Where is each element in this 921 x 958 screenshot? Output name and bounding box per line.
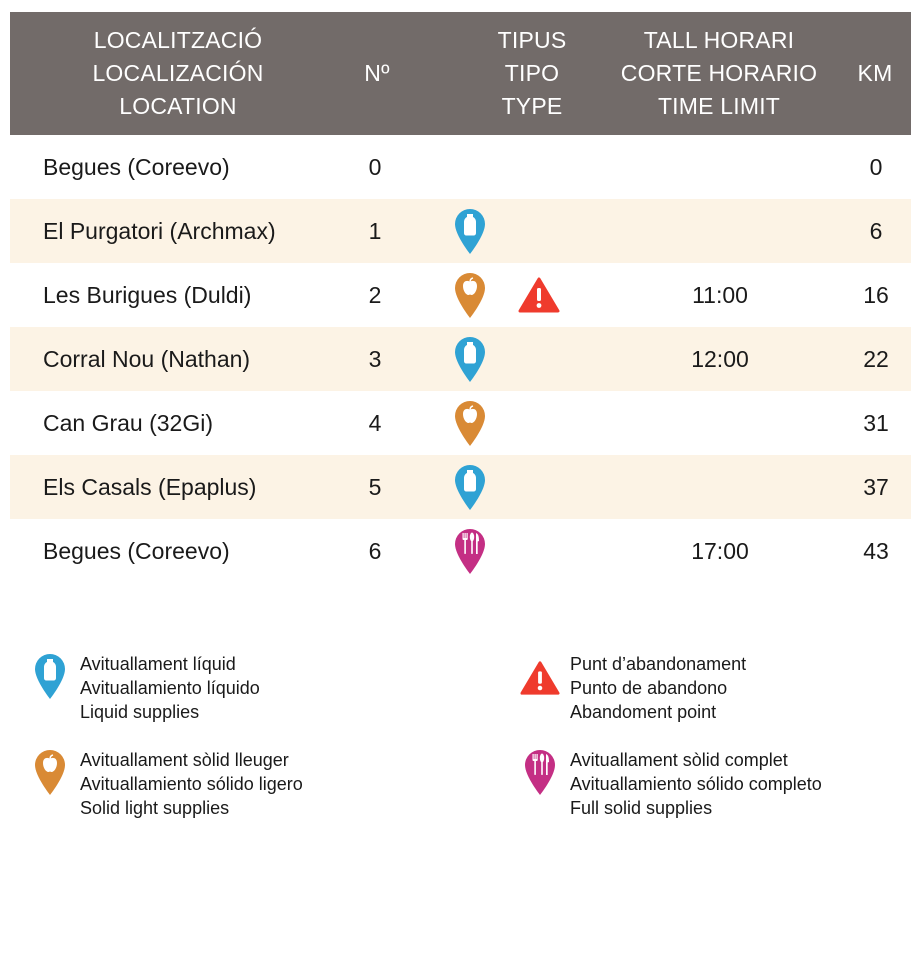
- table-row: [10, 199, 911, 263]
- location-cell: Begues (Coreevo): [43, 153, 230, 180]
- number-cell: 6: [368, 537, 382, 564]
- table-row: [10, 135, 911, 199]
- table-row: [10, 391, 911, 455]
- liquid-supply-icon: [453, 335, 487, 383]
- location-cell: Begues (Coreevo): [43, 537, 230, 564]
- abandon-cell: [517, 199, 561, 263]
- solid-light-supply-icon: [453, 399, 487, 447]
- km-cell: 0: [869, 153, 883, 180]
- time-limit-cell: [650, 199, 790, 263]
- location-cell: El Purgatori (Archmax): [43, 217, 276, 244]
- checkpoint-table: [10, 12, 911, 583]
- type-cell: [450, 263, 490, 327]
- solid-light-supply-icon: [30, 748, 70, 796]
- header-number: Nº: [364, 60, 390, 86]
- number-cell: 4: [368, 409, 382, 436]
- table-body: [10, 135, 911, 583]
- number-cell: 0: [368, 153, 382, 180]
- time-limit-cell: 12:00: [691, 345, 749, 372]
- table-row: [10, 263, 911, 327]
- abandon-cell: [517, 327, 561, 391]
- time-limit-cell: 17:00: [691, 537, 749, 564]
- liquid-supply-icon: [453, 207, 487, 255]
- abandon-point-icon: [520, 652, 560, 696]
- abandon-cell: [517, 263, 561, 327]
- type-cell: [450, 135, 490, 199]
- location-cell: Corral Nou (Nathan): [43, 345, 251, 372]
- solid-light-supply-icon: [453, 271, 487, 319]
- time-limit-cell: [650, 455, 790, 519]
- time-limit-cell: [650, 135, 790, 199]
- table-row: [10, 455, 911, 519]
- km-cell: 22: [863, 345, 889, 372]
- abandon-point-icon: [518, 277, 560, 313]
- km-cell: 31: [863, 409, 889, 436]
- abandon-cell: [517, 135, 561, 199]
- number-cell: 1: [368, 217, 382, 244]
- number-cell: 5: [368, 473, 382, 500]
- type-cell: [450, 327, 490, 391]
- type-cell: [450, 199, 490, 263]
- time-limit-cell: [650, 391, 790, 455]
- km-cell: 37: [863, 473, 889, 500]
- legend: [0, 650, 921, 850]
- legend-abandon: Punt d’abandonament Punto de abandono Abandoment point: [520, 652, 746, 724]
- legend-solid-light: Avituallament sòlid lleuger Avituallamiento sólido ligero Solid light supplies: [30, 748, 303, 820]
- km-cell: 43: [863, 537, 889, 564]
- table-row: [10, 519, 911, 583]
- liquid-supply-icon: [453, 463, 487, 511]
- km-cell: 16: [863, 281, 889, 308]
- full-solid-supply-icon: [453, 527, 487, 575]
- table-header: [10, 12, 911, 135]
- type-cell: [450, 519, 490, 583]
- abandon-cell: [517, 519, 561, 583]
- type-cell: [450, 391, 490, 455]
- type-cell: [450, 455, 490, 519]
- abandon-cell: [517, 391, 561, 455]
- location-cell: Els Casals (Epaplus): [43, 473, 257, 500]
- number-cell: 3: [368, 345, 382, 372]
- header-time-limit: TALL HORARI CORTE HORARIO TIME LIMIT: [620, 27, 818, 119]
- full-solid-supply-icon: [520, 748, 560, 796]
- abandon-cell: [517, 455, 561, 519]
- legend-full-solid: Avituallament sòlid complet Avituallamiento sólido completo Full solid supplies: [520, 748, 822, 820]
- time-limit-cell: 11:00: [692, 281, 748, 308]
- table-row: [10, 327, 911, 391]
- number-cell: 2: [368, 281, 382, 308]
- header-location: LOCALITZACIÓ LOCALIZACIÓN LOCATION: [92, 27, 264, 119]
- legend-liquid: Avituallament líquid Avituallamiento líquido Liquid supplies: [30, 652, 260, 724]
- header-km: KM: [857, 60, 893, 86]
- location-cell: Les Burigues (Duldi): [43, 281, 252, 308]
- km-cell: 6: [869, 217, 883, 244]
- liquid-supply-icon: [30, 652, 70, 700]
- location-cell: Can Grau (32Gi): [43, 409, 214, 436]
- header-type: TIPUS TIPO TYPE: [497, 27, 567, 119]
